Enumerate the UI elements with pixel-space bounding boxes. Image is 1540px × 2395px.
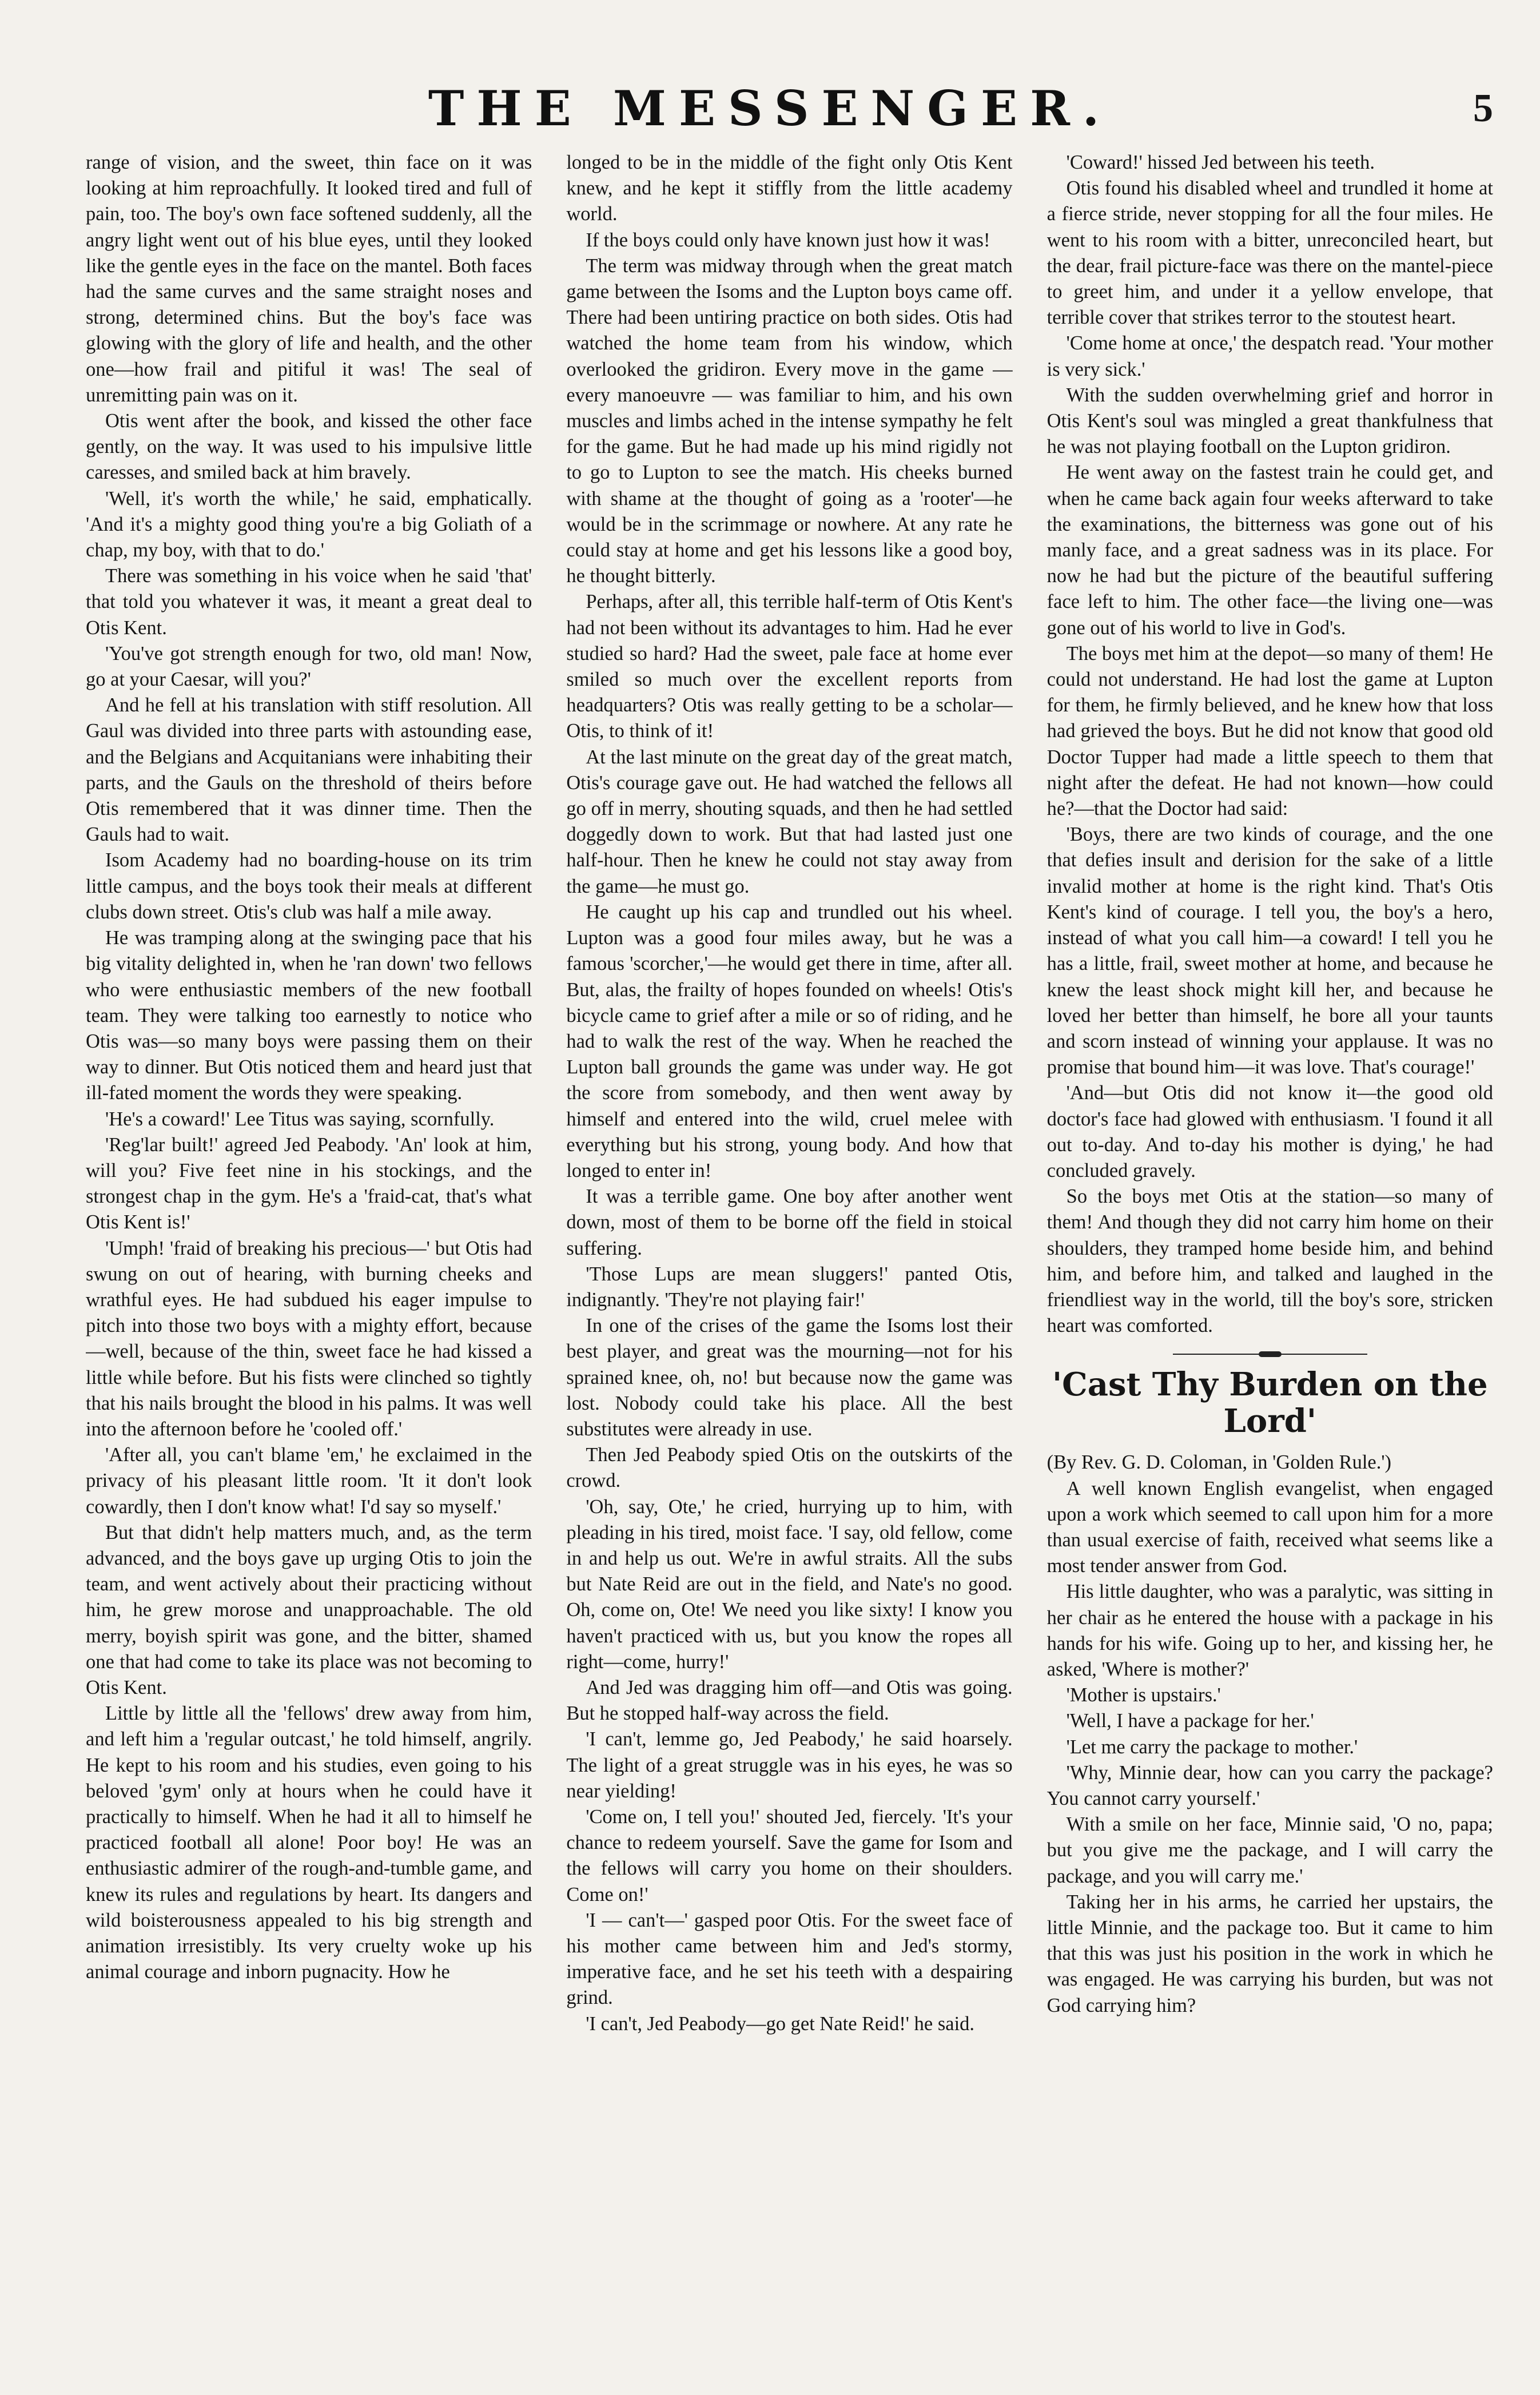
paragraph: 'Oh, say, Ote,' he cried, hurrying up to him, with pleading in his tired, moist face. 'I say, old fellow, come in and help us out. We're in awful straits. All the subs but Nate Reid are out in the field, and Nate's no good. Oh, come on, Ote! We need you like sixty! I know you haven't practiced with us, but you know the ropes all right—come, hurry!' bbox=[566, 1495, 1013, 1673]
column-1 bbox=[86, 150, 532, 2349]
article-paragraph: 'Mother is upstairs.' bbox=[1066, 1684, 1221, 1706]
paragraph: 'And—but Otis did not know it—the good old doctor's face had glowed with enthusiasm. 'I found it all out to-day. And to-day his mother is dying,' he had concluded gravely. bbox=[1046, 1082, 1493, 1181]
page-number: 5 bbox=[1473, 86, 1493, 130]
paragraph: 'Reg'lar built!' agreed Jed Peabody. 'An' look at him, will you? Five feet nine in his stockings, and the strongest chap in the gym. He's a 'fraid-cat, that's what Otis Kent is!' bbox=[86, 1133, 532, 1234]
article-paragraph: 'Well, I have a package for her.' bbox=[1066, 1710, 1314, 1732]
paragraph: The boys met him at the depot—so many of them! He could not understand. He had lost the game at Lupton for them, he firmly believed, and he knew how that loss had grieved the boys. But he did not know that good old Doctor Tupper had made a little speech to them that night after the defeat. He had not known—how could he?—that the Doctor had said: bbox=[1046, 642, 1493, 820]
paragraph: 'Boys, there are two kinds of courage, and the one that defies insult and derision for the sake of a little invalid mother at home is the right kind. That's Otis Kent's kind of courage. I tell you, the boy's a hero, instead of what you call him—a coward! I tell you he has a little, frail, sweet mother at home, and because he knew the least shock might kill her, and because he loved her better than himself, he bore all your taunts and scorn instead of winning your applause. It was no promise that bound him—it was love. That's courage!' bbox=[1046, 823, 1493, 1079]
paragraph: 'Well, it's worth the while,' he said, emphatically. 'And it's a mighty good thing you're a big Goliath of a chap, my boy, with that to do.' bbox=[86, 487, 532, 562]
paragraph: Then Jed Peabody spied Otis on the outskirts of the crowd. bbox=[566, 1444, 1013, 1492]
paragraph: And he fell at his translation with stiff resolution. All Gaul was divided into three parts with astounding ease, and the Belgians and Acquitanians were inhabiting their parts, and the Gauls on the threshold of theirs before Otis remembered that it was dinner time. Then the Gauls had to wait. bbox=[86, 694, 532, 846]
masthead bbox=[0, 80, 1540, 149]
paragraph: 'I can't, lemme go, Jed Peabody,' he said hoarsely. The light of a great struggle was in his eyes, he was so near yielding! bbox=[566, 1728, 1013, 1802]
paragraph: But that didn't help matters much, and, as the term advanced, and the boys gave up urging Otis to join the team, and went actively about their practicing without him, he grew morose and unapproachable. The old merry, boyish spirit was gone, and the bitter, shamed one that had come to take its place was not becoming to Otis Kent. bbox=[86, 1521, 532, 1698]
paragraph: 'He's a coward!' Lee Titus was saying, scornfully. bbox=[105, 1108, 495, 1130]
article-paragraph: With a smile on her face, Minnie said, 'O no, papa; but you give me the package, and I will carry the package, and you will carry me.' bbox=[1046, 1813, 1493, 1887]
column-3 bbox=[1047, 150, 1493, 2349]
paragraph: Isom Academy had no boarding-house on its trim little campus, and the boys took their meals at different clubs down street. Otis's club was half a mile away. bbox=[86, 849, 532, 923]
paragraph: range of vision, and the sweet, thin face on it was looking at him reproachfully. It looked tired and full of pain, too. The boy's own face softened suddenly, all the angry light went out of his blue eyes, until they looked like the gentle eyes in the face on the mantel. Both faces had the same curves and the same straight noses and strong, determined chins. But the boy's face was glowing with the glory of life and health, and the other one—how frail and pitiful it was! The seal of unremitting pain was on it. bbox=[86, 152, 532, 406]
paragraph: He was tramping along at the swinging pace that his big vitality delighted in, when he 'ran down' two fellows who were enthusiastic members of the new football team. They were talking too earnestly to notice who Otis was—so many boys were passing them on their way to dinner. But Otis noticed them and heard just that ill-fated moment the words they were speaking. bbox=[86, 927, 532, 1104]
paragraph: There was something in his voice when he said 'that' that told you whatever it was, it meant a great deal to Otis Kent. bbox=[86, 565, 532, 639]
paragraph: 'Come home at once,' the despatch read. 'Your mother is very sick.' bbox=[1046, 332, 1493, 380]
paragraph: He went away on the fastest train he could get, and when he came back again four weeks afterward to take the examinations, the bitterness was gone out of his manly face, and a great sadness was in its place. For now he had but the picture of the beautiful suffering face left to him. The other face—the living one—was gone out of his world to live in God's. bbox=[1046, 462, 1493, 639]
paragraph: 'I can't, Jed Peabody—go get Nate Reid!' he said. bbox=[586, 2012, 975, 2035]
paragraph: longed to be in the middle of the fight only Otis Kent knew, and he kept it stiffly from the little academy world. bbox=[566, 152, 1013, 225]
article-paragraph: Taking her in his arms, he carried her upstairs, the little Minnie, and the package too. But it came to him that this was just his position in the work in which he was engaged. He was carrying his burden, but was not God carrying him? bbox=[1046, 1891, 1493, 2016]
paragraph: He caught up his cap and trundled out his wheel. Lupton was a good four miles away, but he was a famous 'scorcher,'—he would get there in time, after all. But, alas, the frailty of hopes founded on wheels! Otis's bicycle came to grief after a mile or so of riding, and he had to walk the rest of the way. When he reached the Lupton ball grounds the game was under way. He got the score from somebody, and then went away by himself and entered into the wild, cruel melee with everything but his strong, young body. And how that longed to enter in! bbox=[566, 901, 1013, 1181]
paragraph: 'I — can't—' gasped poor Otis. For the sweet face of his mother came between him and Jed's stormy, imperative face, and he set his teeth with a despairing grind. bbox=[566, 1909, 1013, 2009]
paragraph: 'Coward!' hissed Jed between his teeth. bbox=[1066, 152, 1375, 173]
column-2 bbox=[566, 150, 1012, 2349]
paragraph: Otis went after the book, and kissed the other face gently, on the way. It was used to his impulsive little caresses, and smiled back at him bravely. bbox=[86, 410, 532, 484]
paragraph: The term was midway through when the great match game between the Isoms and the Lupton boys came off. There had been untiring practice on both sides. Otis had watched the home team from his window, which overlooked the gridiron. Every move in the game — every manoeuvre — was familiar to him, and his own muscles and limbs ached in the intense sympathy he felt for the game. But he had made up his mind rigidly not to go to Lupton to see the match. His cheeks burned with shame at the thought of going as a 'rooter'—he would be in the scrimmage or nowhere. At any rate he could stay at home and get his lessons like a good boy, he thought bitterly. bbox=[566, 254, 1013, 587]
article-paragraph: 'Why, Minnie dear, how can you carry the package? You cannot carry yourself.' bbox=[1046, 1761, 1493, 1809]
paragraph: 'After all, you can't blame 'em,' he exclaimed in the privacy of his pleasant little room. 'It it don't look cowardly, then I don't know what! I'd say so myself.' bbox=[86, 1444, 532, 1518]
paragraph: In one of the crises of the game the Isoms lost their best player, and great was the mourning—not for his sprained knee, oh, no! but because now the game was lost. Nobody could take his place. All the best substitutes were already in use. bbox=[566, 1315, 1013, 1440]
paragraph: 'Umph! 'fraid of breaking his precious—' but Otis had swung on out of hearing, with burning cheeks and wrathful eyes. He had subdued his eager impulse to pitch into those two boys with a mighty effort, because—well, because of the thin, sweet face he had kissed a little while before. But his fists were clinched so tightly that his nails brought the blood in his palms. It was well into the afternoon before he 'cooled off.' bbox=[86, 1237, 532, 1440]
paragraph: 'You've got strength enough for two, old man! Now, go at your Caesar, will you?' bbox=[86, 642, 532, 691]
paragraph: At the last minute on the great day of the great match, Otis's courage gave out. He had watched the fellows all go off in merry, shouting squads, and then he had settled doggedly down to work. But that had lasted just one half-hour. Then he knew he could not stay away from the game—he must go. bbox=[566, 746, 1013, 897]
paragraph: 'Those Lups are mean sluggers!' panted Otis, indignantly. 'They're not playing fair!' bbox=[566, 1263, 1013, 1311]
paragraph: So the boys met Otis at the station—so many of them! And though they did not carry him home on their shoulders, they tramped home beside him, and behind him, and before him, and talked and laughed in the friendliest way in the world, till the boy's sore, stricken heart was comforted. bbox=[1046, 1185, 1493, 1337]
paragraph: If the boys could only have known just how it was! bbox=[586, 229, 990, 251]
article-paragraph: 'Let me carry the package to mother.' bbox=[1066, 1736, 1358, 1758]
paragraph: 'Come on, I tell you!' shouted Jed, fiercely. 'It's your chance to redeem yourself. Save the game for Isom and the fellows will carry you home on their shoulders. Come on!' bbox=[566, 1806, 1013, 1905]
article-paragraph: His little daughter, who was a paralytic, was sitting in her chair as he entered the house with a package in his hands for his wife. Going up to her, and kissing her, he asked, 'Where is mother?' bbox=[1046, 1581, 1493, 1680]
paragraph: Little by little all the 'fellows' drew away from him, and left him a 'regular outcast,' he told himself, angrily. He kept to his room and his studies, even going to his beloved 'gym' only at hours when he could have it practically to himself. When he had it all to himself he practiced football all alone! Poor boy! He was an enthusiastic admirer of the rough-and-tumble game, and knew its rules and regulations by heart. Its dangers and wild boisterousness appealed to his big strength and animation irresistibly. Its very cruelty woke up his animal courage and inborn pugnacity. How he bbox=[86, 1702, 532, 1983]
article-paragraph: A well known English evangelist, when engaged upon a work which seemed to call upon him for a more than usual exercise of faith, received what seems like a most tender answer from God. bbox=[1046, 1477, 1493, 1577]
article-byline: (By Rev. G. D. Coloman, in 'Golden Rule.') bbox=[1046, 1451, 1392, 1474]
masthead-title: THE MESSENGER. bbox=[428, 80, 1112, 137]
article-title: 'Cast Thy Burden on the Lord' bbox=[1052, 1366, 1488, 1441]
section-divider bbox=[1173, 1352, 1367, 1356]
paragraph: With the sudden overwhelming grief and horror in Otis Kent's soul was mingled a great thankfulness that he was not playing football on the Lupton gridiron. bbox=[1046, 384, 1493, 458]
paragraph: It was a terrible game. One boy after another went down, most of them to be borne off the field in stoical suffering. bbox=[566, 1185, 1013, 1259]
paragraph: And Jed was dragging him off—and Otis was going. But he stopped half-way across the field. bbox=[566, 1676, 1013, 1725]
paragraph: Otis found his disabled wheel and trundled it home at a fierce stride, never stopping for all the four miles. He went to his room with a bitter, unreconciled heart, but the dear, frail picture-face was there on the mantel-piece to greet him, and under it a yellow envelope, that terrible cover that strikes terror to the stoutest heart. bbox=[1046, 177, 1493, 329]
paragraph: Perhaps, after all, this terrible half-term of Otis Kent's had not been without its advantages to him. Had he ever studied so hard? Had the sweet, pale face at home ever smiled so much over the excellent reports from headquarters? Otis was really getting to be a scholar—Otis, to think of it! bbox=[566, 591, 1013, 742]
columns bbox=[86, 150, 1493, 2349]
